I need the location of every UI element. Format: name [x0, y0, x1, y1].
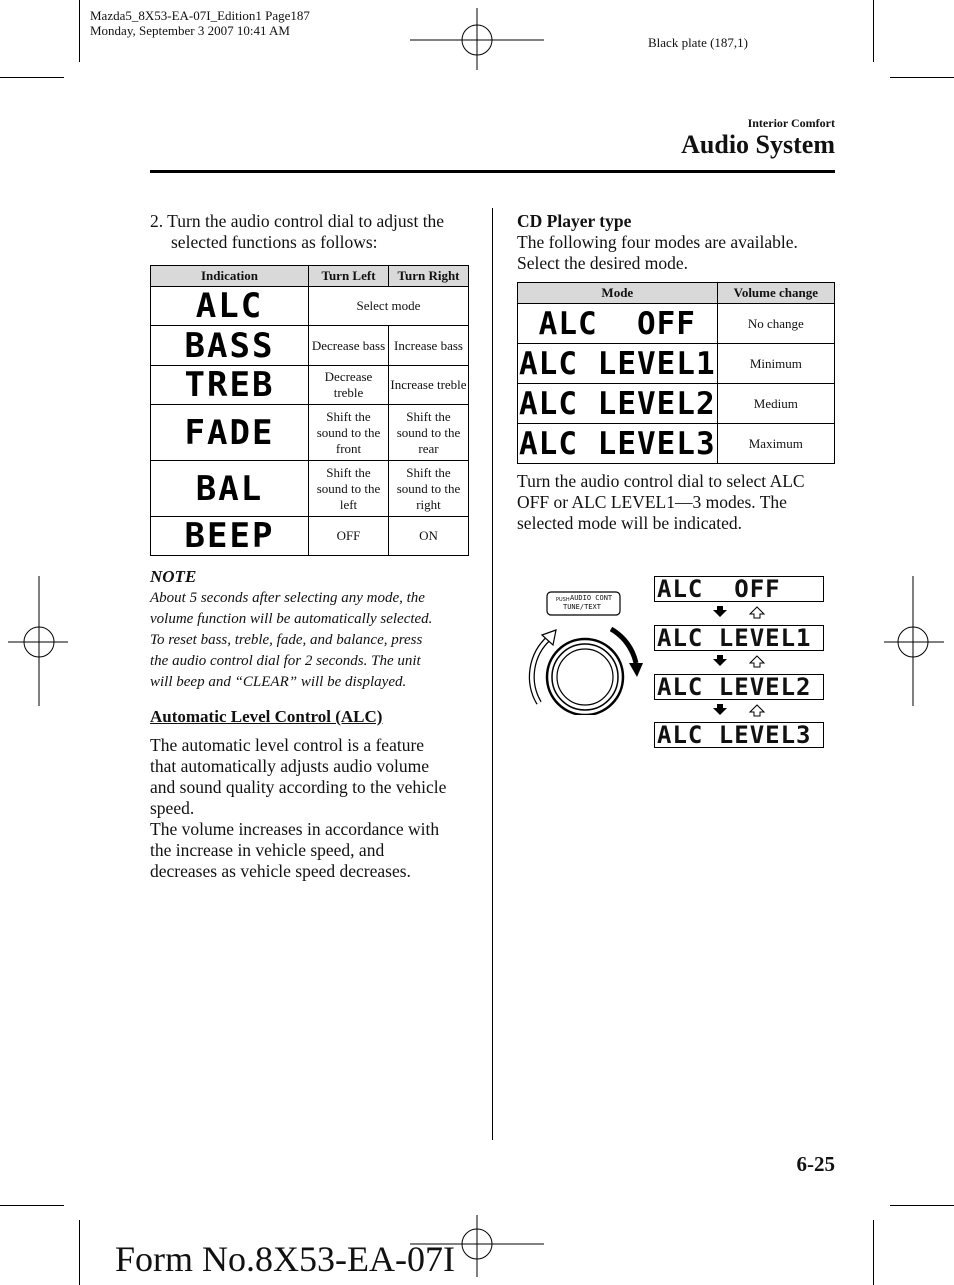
table-row	[151, 405, 469, 461]
lcd-indication: ALC LEVEL1	[519, 345, 716, 382]
registration-mark-left	[8, 576, 68, 706]
alc-line: decreases as vehicle speed decreases.	[150, 861, 411, 881]
alc-select-instruction	[517, 471, 837, 534]
up-arrow-icon	[750, 656, 764, 667]
crop-mark	[873, 1220, 874, 1285]
table-row	[151, 326, 469, 366]
table-cell: OFF	[309, 517, 389, 556]
cd-description	[517, 232, 837, 274]
crop-mark	[79, 1220, 80, 1285]
down-arrow-icon	[713, 704, 727, 715]
lcd-indication: BEEP	[151, 517, 309, 556]
section-label: Interior Comfort	[747, 116, 835, 130]
alc-line: The automatic level control is a feature	[150, 735, 425, 755]
audio-cont-label: AUDIO CONT	[570, 594, 613, 602]
display-alc-level2: ALC LEVEL2	[654, 674, 824, 700]
crop-mark	[890, 1205, 954, 1206]
table-row	[151, 461, 469, 517]
table-cell: Decrease treble	[309, 366, 389, 405]
note-line: To reset bass, treble, fade, and balance, press	[150, 632, 423, 648]
registration-mark-right	[884, 576, 944, 706]
table-cell: Increase bass	[389, 326, 469, 366]
lcd-indication: FADE	[151, 405, 309, 461]
mode-table	[517, 282, 835, 464]
registration-mark-top	[410, 8, 544, 70]
display-alc-level1: ALC LEVEL1	[654, 625, 824, 651]
print-info-line2: Monday, September 3 2007 10:41 AM	[90, 23, 290, 38]
table-cell: ON	[389, 517, 469, 556]
alc-description	[150, 735, 480, 882]
table-cell: Maximum	[717, 424, 834, 464]
print-info	[90, 8, 310, 38]
push-label: PUSH	[556, 597, 570, 603]
table-cell: Minimum	[717, 344, 834, 384]
table-cell: Shift the sound to the right	[389, 461, 469, 517]
column-divider	[492, 208, 493, 1140]
cd-line: The following four modes are available.	[517, 232, 798, 252]
crop-mark	[890, 77, 954, 78]
table-cell: No change	[717, 304, 834, 344]
page-title: Audio System	[681, 130, 835, 159]
column-header: Turn Left	[309, 266, 389, 287]
crop-mark	[79, 0, 80, 62]
crop-mark	[873, 0, 874, 62]
column-header: Volume change	[717, 283, 834, 304]
table-row	[518, 344, 835, 384]
header-rule	[150, 170, 835, 173]
tune-text-label: TUNE/TEXT	[563, 603, 601, 611]
plate-label: Black plate (187,1)	[648, 35, 748, 50]
table-row	[151, 366, 469, 405]
lcd-indication: ALC OFF	[518, 304, 718, 344]
lcd-indication: BAL	[151, 461, 309, 517]
table-cell: Decrease bass	[309, 326, 389, 366]
step-2-line2: selected functions as follows:	[171, 232, 378, 252]
column-header: Mode	[518, 283, 718, 304]
table-cell: Shift the sound to the front	[309, 405, 389, 461]
note-text	[150, 588, 480, 693]
note-line: the audio control dial for 2 seconds. The unit	[150, 653, 421, 669]
step-2	[150, 211, 480, 253]
direction-arrows-2	[710, 654, 770, 670]
instruction-line: OFF or ALC LEVEL1―3 modes. The	[517, 492, 787, 512]
display-alc-level3: ALC LEVEL3	[654, 722, 824, 748]
column-header: Indication	[151, 266, 309, 287]
lcd-indication: ALC	[151, 287, 309, 326]
up-arrow-icon	[750, 607, 764, 618]
alc-line: the increase in vehicle speed, and	[150, 840, 385, 860]
function-table	[150, 265, 469, 556]
alc-heading: Automatic Level Control (ALC)	[150, 707, 383, 726]
form-number: Form No.8X53-EA-07I	[115, 1239, 455, 1279]
direction-arrows-3	[710, 703, 770, 719]
step-2-line1: 2. Turn the audio control dial to adjust the	[150, 211, 445, 231]
lcd-indication: ALC LEVEL3	[519, 425, 716, 462]
down-arrow-icon	[713, 655, 727, 666]
table-cell: Select mode	[309, 287, 469, 326]
print-info-line1: Mazda5_8X53-EA-07I_Edition1 Page187	[90, 8, 310, 23]
cd-heading: CD Player type	[517, 211, 632, 231]
table-cell: Increase treble	[389, 366, 469, 405]
lcd-indication: TREB	[151, 366, 309, 405]
note-title: NOTE	[150, 567, 197, 586]
table-cell: Shift the sound to the rear	[389, 405, 469, 461]
column-header: Turn Right	[389, 266, 469, 287]
lcd-indication: BASS	[151, 326, 309, 366]
note-line: About 5 seconds after selecting any mode, the	[150, 590, 425, 606]
instruction-line: Turn the audio control dial to select ALC	[517, 471, 805, 491]
table-header-row	[151, 266, 469, 287]
instruction-line: selected mode will be indicated.	[517, 513, 742, 533]
table-cell: Medium	[717, 384, 834, 424]
direction-arrows-1	[710, 605, 770, 621]
table-row	[151, 287, 469, 326]
crop-mark	[0, 1205, 64, 1206]
table-row	[518, 424, 835, 464]
table-row	[518, 384, 835, 424]
alc-line: that automatically adjusts audio volume	[150, 756, 429, 776]
down-arrow-icon	[713, 606, 727, 617]
cd-line: Select the desired mode.	[517, 253, 689, 273]
lcd-indication: ALC LEVEL2	[519, 385, 716, 422]
table-row	[151, 517, 469, 556]
crop-mark	[0, 77, 64, 78]
table-cell: Shift the sound to the left	[309, 461, 389, 517]
page-number: 6-25	[796, 1152, 835, 1176]
display-alc-off: ALC OFF	[654, 576, 824, 602]
note-line: volume function will be automatically selected.	[150, 611, 433, 627]
alc-line: and sound quality according to the vehicle	[150, 777, 447, 797]
note-line: will beep and “CLEAR” will be displayed.	[150, 674, 407, 690]
table-header-row	[518, 283, 835, 304]
up-arrow-icon	[750, 705, 764, 716]
alc-line: The volume increases in accordance with	[150, 819, 440, 839]
alc-line: speed.	[150, 798, 195, 818]
table-row	[518, 304, 835, 344]
